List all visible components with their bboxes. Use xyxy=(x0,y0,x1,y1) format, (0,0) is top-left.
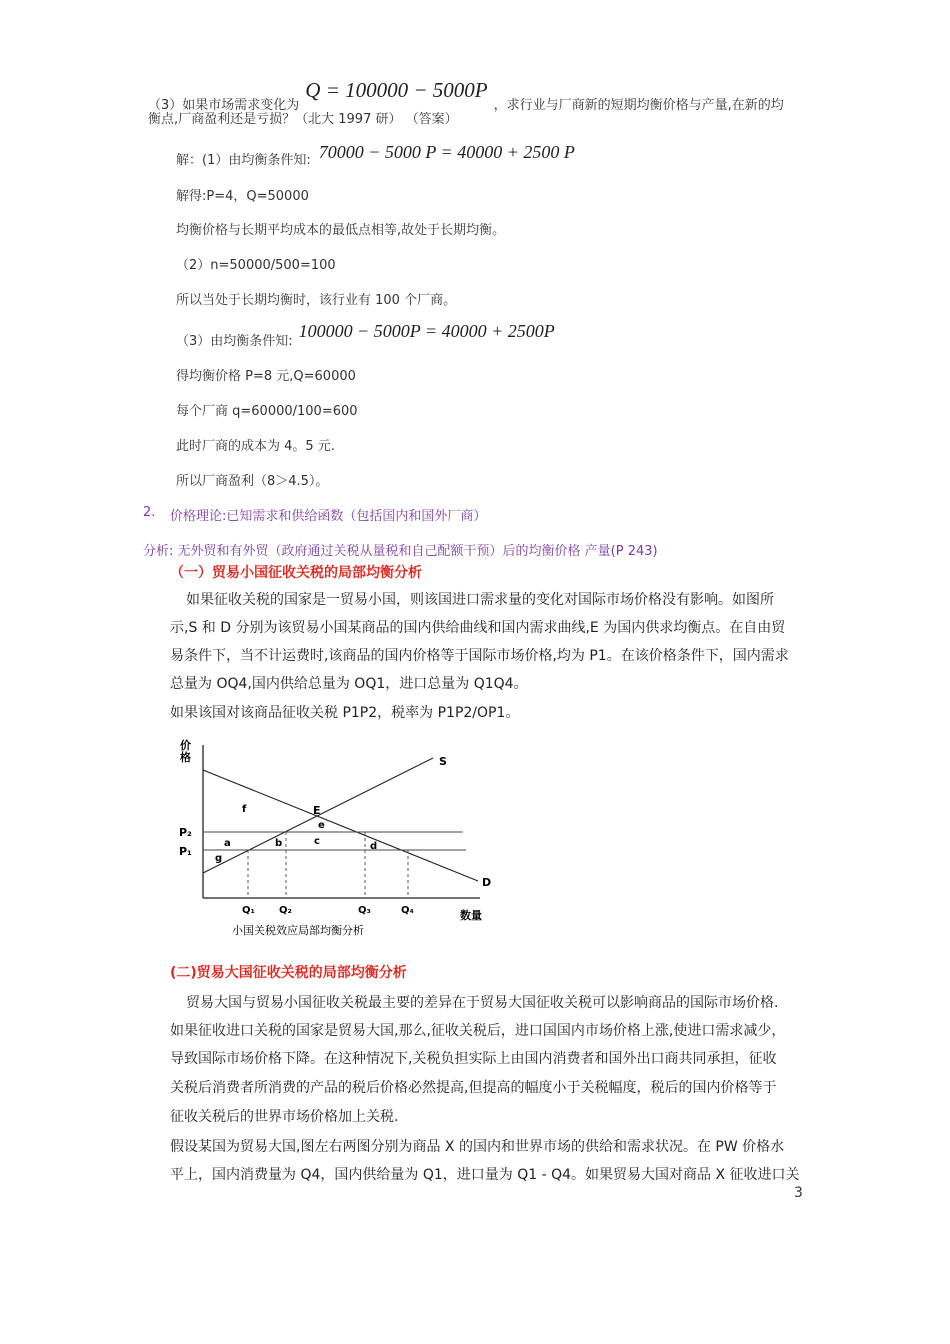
area-a: a xyxy=(224,838,231,849)
solution-step6-text: （3）由均衡条件知: xyxy=(176,334,293,349)
area-f: f xyxy=(242,804,247,815)
q3-label: Q₃ xyxy=(358,905,371,916)
solution-step1-text: 解：(1）由均衡条件知: xyxy=(176,153,311,168)
demand-curve xyxy=(203,770,478,881)
demand-label: D xyxy=(482,876,492,889)
x-axis-label: 数量 xyxy=(460,909,482,922)
figure-caption: 小国关税效应局部均衡分析 xyxy=(232,924,364,937)
area-g: g xyxy=(215,853,223,864)
q1-label: Q₁ xyxy=(242,905,255,916)
area-c: c xyxy=(314,836,320,847)
area-b: b xyxy=(275,838,283,849)
solution-step4: （2）n=50000/500=100 xyxy=(176,258,336,273)
part2-heading: (二)贸易大国征收关税的局部均衡分析 xyxy=(170,965,407,981)
part2-para-line1: 贸易大国与贸易小国征收关税最主要的差异在于贸易大国征收关税可以影响商品的国际市场价格. xyxy=(186,995,779,1011)
eq-label: E xyxy=(313,804,321,817)
part1-para-line2: 示,S 和 D 分别为该贸易小国某商品的国内供给曲线和国内需求曲线,E 为国内供求均衡点。在自由贸 xyxy=(170,620,786,636)
part1-para2: 如果该国对该商品征收关税 P1P2，税率为 P1P2/OP1。 xyxy=(170,705,520,721)
solution-step2: 解得:P=4，Q=50000 xyxy=(176,189,309,204)
part1-para-line1: 如果征收关税的国家是一贸易小国，则该国进口需求量的变化对国际市场价格没有影响。如图所 xyxy=(186,592,774,608)
section2-number: 2. xyxy=(143,505,156,520)
part2-para-line5: 征收关税后的世界市场价格加上关税. xyxy=(170,1109,399,1125)
section2-analysis: 分析: 无外贸和有外贸（政府通过关税从量税和自己配额干预）后的均衡价格 产量(P 243) xyxy=(143,544,658,559)
solution-step5: 所以当处于长期均衡时，该行业有 100 个厂商。 xyxy=(176,293,457,308)
p1-label: P₁ xyxy=(179,845,192,858)
part1-heading: （一）贸易小国征收关税的局部均衡分析 xyxy=(170,565,422,581)
part2-para2-line1: 假设某国为贸易大国,图左右两图分别为商品 X 的国内和世界市场的供给和需求状况。在 PW 价格水 xyxy=(170,1139,785,1155)
area-e: e xyxy=(318,820,325,831)
section2-title: 价格理论:已知需求和供给函数（包括国内和国外厂商） xyxy=(170,509,487,524)
q4-label: Q₄ xyxy=(401,905,414,916)
question3-suffix: ，求行业与厂商新的短期均衡价格与产量,在新的均 xyxy=(493,98,784,113)
solution-step9: 此时厂商的成本为 4。5 元. xyxy=(176,439,335,454)
solution-step1-formula: 70000 − 5000 P = 40000 + 2500 P xyxy=(318,142,575,162)
solution-step6 xyxy=(176,321,555,350)
supply-label: S xyxy=(439,755,447,768)
solution-step1 xyxy=(176,142,575,169)
solution-step7: 得均衡价格 P=8 元,Q=60000 xyxy=(176,369,356,384)
solution-step8: 每个厂商 q=60000/100=600 xyxy=(176,404,358,419)
question3-line2: 衡点,厂商盈利还是亏损？（北大 1997 研） （答案） xyxy=(148,112,458,127)
page-number: 3 xyxy=(794,1185,803,1201)
part2-para-line3: 导致国际市场价格下降。在这种情况下,关税负担实际上由国内消费者和国外出口商共同承担，征收 xyxy=(170,1051,777,1067)
question3-prefix: （3）如果市场需求变化为 xyxy=(148,98,300,113)
p2-label: P₂ xyxy=(179,826,192,839)
solution-step10: 所以厂商盈利（8＞4.5）。 xyxy=(176,474,329,489)
solution-step3: 均衡价格与长期平均成本的最低点相等,故处于长期均衡。 xyxy=(176,223,506,238)
part1-para-line3: 易条件下，当不计运费时,该商品的国内价格等于国际市场价格,均为 P1。在该价格条件下，国内需求 xyxy=(170,648,789,664)
part2-para2-line2: 平上，国内消费量为 Q4，国内供给量为 Q1，进口量为 Q1 - Q4。如果贸易大国对商品 X 征收进口关 xyxy=(170,1167,800,1183)
question3-formula: Q = 100000 − 5000P xyxy=(305,78,488,102)
tariff-diagram xyxy=(170,735,510,945)
part2-para-line2: 如果征收进口关税的国家是贸易大国,那么,征收关税后，进口国国内市场价格上涨,使进口需求减少， xyxy=(170,1023,786,1039)
area-d: d xyxy=(370,841,378,852)
q2-label: Q₂ xyxy=(279,905,292,916)
part2-para-line4: 关税后消费者所消费的产品的税后价格必然提高,但提高的幅度小于关税幅度，税后的国内价格等于 xyxy=(170,1080,777,1096)
part1-para-line4: 总量为 OQ4,国内供给总量为 OQ1，进口总量为 Q1Q4。 xyxy=(170,676,528,692)
y-axis-label-1: 价 xyxy=(180,739,191,752)
y-axis-label-2: 格 xyxy=(180,751,191,764)
solution-step6-formula: 100000 − 5000P = 40000 + 2500P xyxy=(298,321,555,341)
